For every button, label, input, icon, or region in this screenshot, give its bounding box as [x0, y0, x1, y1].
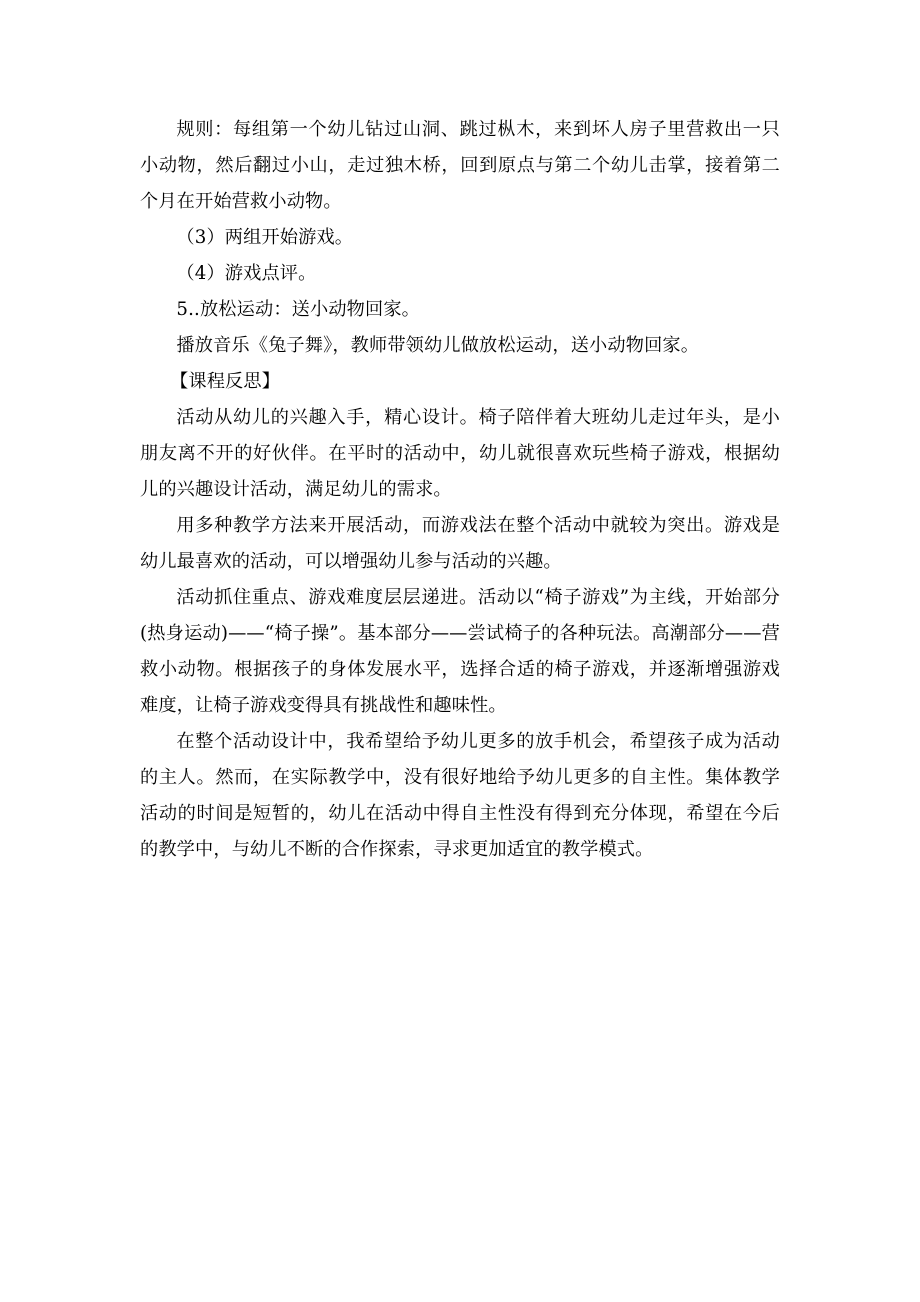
reflection-paragraph-1: 活动从幼儿的兴趣入手，精心设计。椅子陪伴着大班幼儿走过年头，是小朋友离不开的好伙伴。在平时的活动中，幼儿就很喜欢玩些椅子游戏，根据幼儿的兴趣设计活动，满足幼儿的需求。	[140, 407, 780, 500]
reflection-paragraph-3: 活动抓住重点、游戏难度层层递进。活动以“椅子游戏”为主线，开始部分(热身运动)——“椅子操”。基本部分——尝试椅子的各种玩法。高潮部分——营救小动物。根据孩子的身体发展水平，选择合适的椅子游戏，并逐渐增强游戏难度，让椅子游戏变得具有挑战性和趣味性。	[140, 587, 780, 716]
reflection-heading: 【课程反思】	[170, 371, 281, 392]
reflection-paragraph-2: 用多种教学方法来开展活动，而游戏法在整个活动中就较为突出。游戏是幼儿最喜欢的活动，可以增强幼儿参与活动的兴趣。	[140, 515, 780, 572]
step-5-paragraph: 5..放松运动：送小动物回家。	[176, 299, 421, 320]
relax-paragraph: 播放音乐《兔子舞》，教师带领幼儿做放松运动，送小动物回家。	[176, 335, 700, 356]
reflection-paragraph-4: 在整个活动设计中，我希望给予幼儿更多的放手机会，希望孩子成为活动的主人。然而，在实际教学中，没有很好地给予幼儿更多的自主性。集体教学活动的时间是短暂的，幼儿在活动中得自主性没有得到充分体现，希望在今后的教学中，与幼儿不断的合作探索，寻求更加适宜的教学模式。	[140, 731, 780, 860]
step-3-paragraph: （3）两组开始游戏。	[176, 227, 354, 248]
rule-paragraph: 规则：每组第一个幼儿钻过山洞、跳过枞木，来到坏人房子里营救出一只小动物，然后翻过小山，走过独木桥，回到原点与第二个幼儿击掌，接着第二个月在开始营救小动物。	[140, 119, 780, 212]
step-4-paragraph: （4）游戏点评。	[176, 263, 317, 284]
document-body	[140, 112, 780, 868]
